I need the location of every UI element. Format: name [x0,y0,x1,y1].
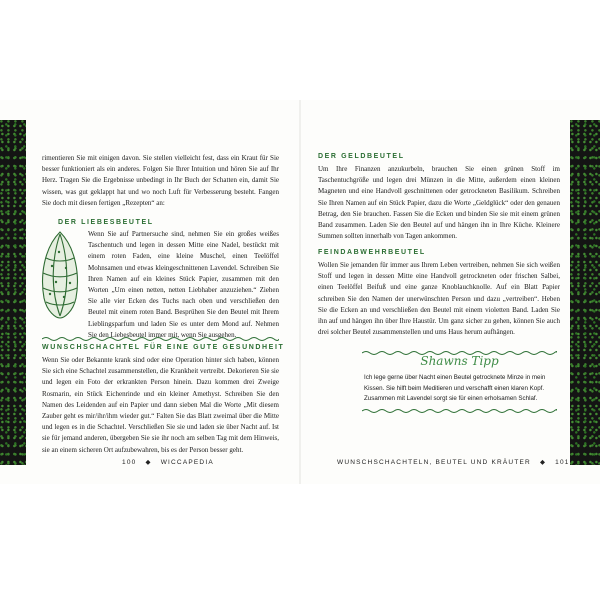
chapter-title-footer: WUNSCHSCHACHTELN, BEUTEL UND KRÄUTER [337,459,531,466]
heading-liebesbeutel: DER LIEBESBEUTEL [58,219,154,226]
page-number-left: 100 [122,459,137,466]
heading-wunschschachtel-gesundheit: WUNSCHSCHACHTEL FÜR EINE GUTE GESUNDHEIT [42,344,285,351]
tip-title: Shawns Tipp [420,354,499,368]
liebesbeutel-paragraph: Wenn Sie auf Partnersuche sind, nehmen Sie ein großes weißes Taschentuch und legen in dessen Mitte eine Nadel, bestückt mit einem roten Faden, eine kleine Muschel, einen Teelöffel Mohnsamen und etwas kleingeschnittenen Lavendel. Schreiben Sie Ihren Namen auf ein kleines Stück Papier, zusammen mit den Worten „Um einen netten, netten Liebhaber anzuziehen.“ Ziehen Sie alle vier Ecken des Tuchs nach oben und verschließen den Beutel mit einem roten Band. Besprühen Sie den Beutel mit Ihrem Lieblingsparfum und laden Sie es unter dem Mond auf. Nehmen Sie den Liebesbeutel immer mit, wenn Sie ausgehen. [88,230,279,339]
right-page-footer: WUNSCHSCHACHTELN, BEUTEL UND KRÄUTER ◆ 101 [337,459,570,466]
tip-text: Ich lege gerne über Nacht einen Beutel getrocknete Minze in mein Kissen. Sie hilft beim Meditieren und verschafft einen klaren Kopf. Zusammen mit Lavendel sorgt sie für einen erholsamen Schlaf. [364,374,546,402]
feindabwehrbeutel-paragraph: Wollen Sie jemanden für immer aus Ihrem Leben vertreiben, nehmen Sie sich weißen Stoff und legen in dessen Mitte eine Handvoll getrockneten oder frischen Salbei, einen Teelöffel Beifuß und eine ganze Knoblauchknolle. Auf ein Blatt Papier schreiben Sie den Namen der unerwünschten Person und dazu „vertreiben“. Heben Sie die Ecken an und verschließen den Beutel mit einem violetten Band. Laden Sie ihn auf und hängen ihn über Ihre Haustür. Um ganz sicher zu gehen, können Sie auch drei solcher Beutel zusammenstellen und ums Haus herum aufhängen. [318,261,560,337]
shell-illustration [34,228,86,320]
book-gutter [299,100,301,484]
divider-wavy-line [42,336,279,342]
left-intro-paragraph: rimentieren Sie mit einigen davon. Sie stellen vielleicht fest, dass ein Kraut für Sie besser funktioniert als ein anderes. Folgen Sie Ihrer Intuition und hören Sie auf Ihr Herz. Tragen Sie die Ergebnisse unbedingt in Ihr Buch der Schatten ein, damit Sie wissen, was gut geklappt hat und wo noch Luft für Verbesserung besteht. Fangen Sie doch mit diesen fertigen „Rezepten“ an: [42,154,279,207]
left-page-footer: 100 ◆ WICCAPEDIA [122,459,214,466]
heading-geldbeutel: DER GELDBEUTEL [318,153,405,160]
book-title-footer: WICCAPEDIA [160,459,214,466]
heading-feindabwehrbeutel: FEINDABWEHRBEUTEL [318,249,426,256]
page-number-right: 101 [555,459,570,466]
left-page-edge-decoration [0,120,26,465]
geldbeutel-paragraph: Um Ihre Finanzen anzukurbeln, brauchen Sie einen grünen Stoff im Taschentuchgröße und legen drei Münzen in die Mitte, außerdem einen kleinen Magneten und eine Handvoll geschnittenen oder getrockneten Basilikum. Schreiben Sie Ihren Namen auf ein Stück Papier, dazu die Worte „Geldglück“ oder den genauen Betrag, den Sie brauchen. Fassen Sie die Ecken und binden Sie sie mit einem grünen Band zusammen. Laden Sie den Beutel auf und hängen ihn in Ihre Küche. Kleinere Summen sollten innerhalb von Tagen ankommen. [318,165,560,241]
right-page-edge-decoration [570,120,600,465]
gesundheit-paragraph: Wenn Sie oder Bekannte krank sind oder eine Operation hinter sich haben, können Sie sich eine Schachtel zusammenstellen, die Krankheit vertreibt. Dekorieren Sie sie und legen ein Foto der erkrankten Person hinein. Dazu kommen drei Zweige Rosmarin, ein Stück Eichenrinde und ein kleiner Amethyst. Schreiben Sie den Namen des Leidenden auf ein Papier und dann sieben Mal die Worte „Mit diesem Zauber geht es mir/ihr/ihm wieder gut.“ Falten Sie das Blatt zweimal über die Mitte und legen es in die Schachtel. Verschließen Sie sie und laden sie über Nacht auf. Ist sie für jemand anderen, übergeben Sie sie ihr noch am selben Tag mit dem Hinweis, sie an einem sicheren Ort aufzubewahren, bis es der Person besser geht. [42,356,279,454]
